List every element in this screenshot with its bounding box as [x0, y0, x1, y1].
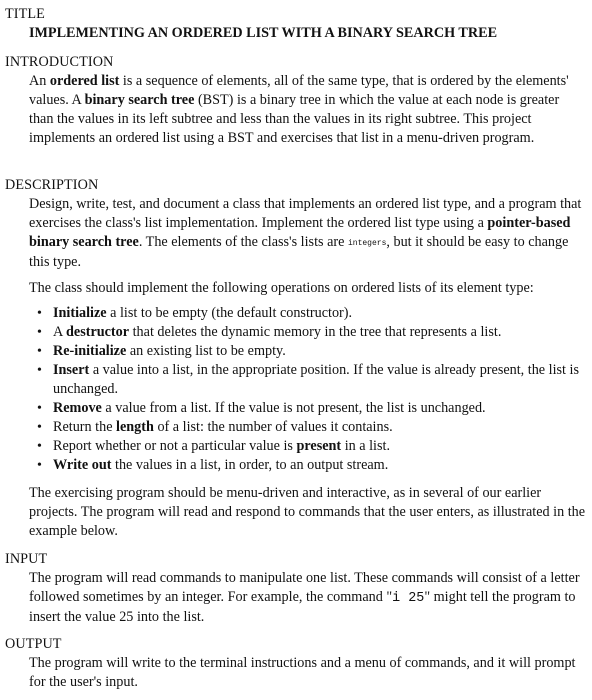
- document-title: IMPLEMENTING AN ORDERED LIST WITH A BINARY SEARCH TREE: [29, 25, 498, 41]
- text-run: Design, write, test, and document a class that implements an ordered list type, and a program that exercises the class's list implementation. Implement the ordered list type using a: [29, 196, 582, 231]
- introduction-paragraph: [29, 72, 587, 148]
- text-run: The program will read commands to manipulate one list. These commands will consist of a letter followed sometimes by an integer. For example, the command ": [29, 570, 580, 605]
- list-item: [29, 361, 584, 399]
- op-keyword: Initialize: [53, 305, 107, 321]
- list-item: [29, 399, 584, 418]
- description-paragraph-2: The class should implement the following operations on ordered lists of its element type:: [29, 280, 534, 296]
- text-run: Return the: [53, 419, 117, 435]
- text-run: An: [29, 73, 50, 89]
- text-run: a list to be empty (the default constructor).: [106, 305, 353, 321]
- input-heading: INPUT: [5, 551, 48, 567]
- term-binary-search-tree: binary search tree: [84, 92, 195, 108]
- description-paragraph-3: The exercising program should be menu-driven and interactive, as in several of our earlier projects. The program will read and respond to commands that the user enters, as illustrated in the example below.: [29, 485, 586, 539]
- introduction-heading: INTRODUCTION: [5, 54, 114, 70]
- list-item: [29, 323, 584, 342]
- op-keyword: Insert: [53, 362, 90, 378]
- output-heading: OUTPUT: [5, 636, 62, 652]
- description-paragraph-1: [29, 195, 587, 272]
- operations-list: [29, 304, 584, 475]
- list-item: [29, 342, 584, 361]
- text-run: a value into a list, in the appropriate position. If the value is already present, the list is unchanged.: [53, 362, 579, 397]
- text-run: that deletes the dynamic memory in the tree that represents a list.: [129, 324, 502, 340]
- input-paragraph: [29, 569, 587, 627]
- output-paragraph: The program will write to the terminal instructions and a menu of commands, and it will prompt for the user's input.: [29, 655, 576, 690]
- text-run: , but it should be easy to change this type.: [29, 234, 569, 270]
- op-keyword: length: [116, 419, 154, 435]
- text-run: Report whether or not a particular value is: [53, 438, 297, 454]
- description-heading: DESCRIPTION: [5, 177, 99, 193]
- text-run: an existing list to be empty.: [126, 343, 286, 359]
- op-keyword: Write out: [53, 457, 112, 473]
- text-run: . The elements of the class's lists are: [138, 234, 348, 250]
- list-item: [29, 304, 584, 323]
- list-item: [29, 437, 584, 456]
- op-keyword: Re-initialize: [53, 343, 127, 359]
- text-run: in a list.: [341, 438, 391, 454]
- op-keyword: destructor: [66, 324, 130, 340]
- term-ordered-list: ordered list: [49, 73, 120, 89]
- text-run: a value from a list. If the value is not present, the list is unchanged.: [101, 400, 486, 416]
- list-item: [29, 418, 584, 437]
- op-keyword: Remove: [53, 400, 102, 416]
- list-item: [29, 456, 584, 475]
- op-keyword: present: [296, 438, 342, 454]
- text-run: is a sequence of elements, all of the same type, that is ordered by the elements' values. A: [29, 73, 569, 108]
- text-run: (BST) is a binary tree in which the value at each node is greater than the values in its left subtree and less than the values in its right subtree. This project implements an ordered list using a BST and exercises that list in a menu-driven program.: [29, 92, 560, 146]
- text-run: " might tell the program to insert the value 25 into the list.: [29, 589, 576, 625]
- term-pointer-based-bst: pointer-based binary search tree: [29, 215, 571, 250]
- text-run: of a list: the number of values it contains.: [153, 419, 393, 435]
- code-command-example: i 25: [392, 591, 425, 606]
- text-run: A: [53, 324, 67, 340]
- code-integers: integers: [347, 239, 387, 248]
- text-run: the values in a list, in order, to an output stream.: [111, 457, 389, 473]
- title-heading: TITLE: [5, 6, 45, 22]
